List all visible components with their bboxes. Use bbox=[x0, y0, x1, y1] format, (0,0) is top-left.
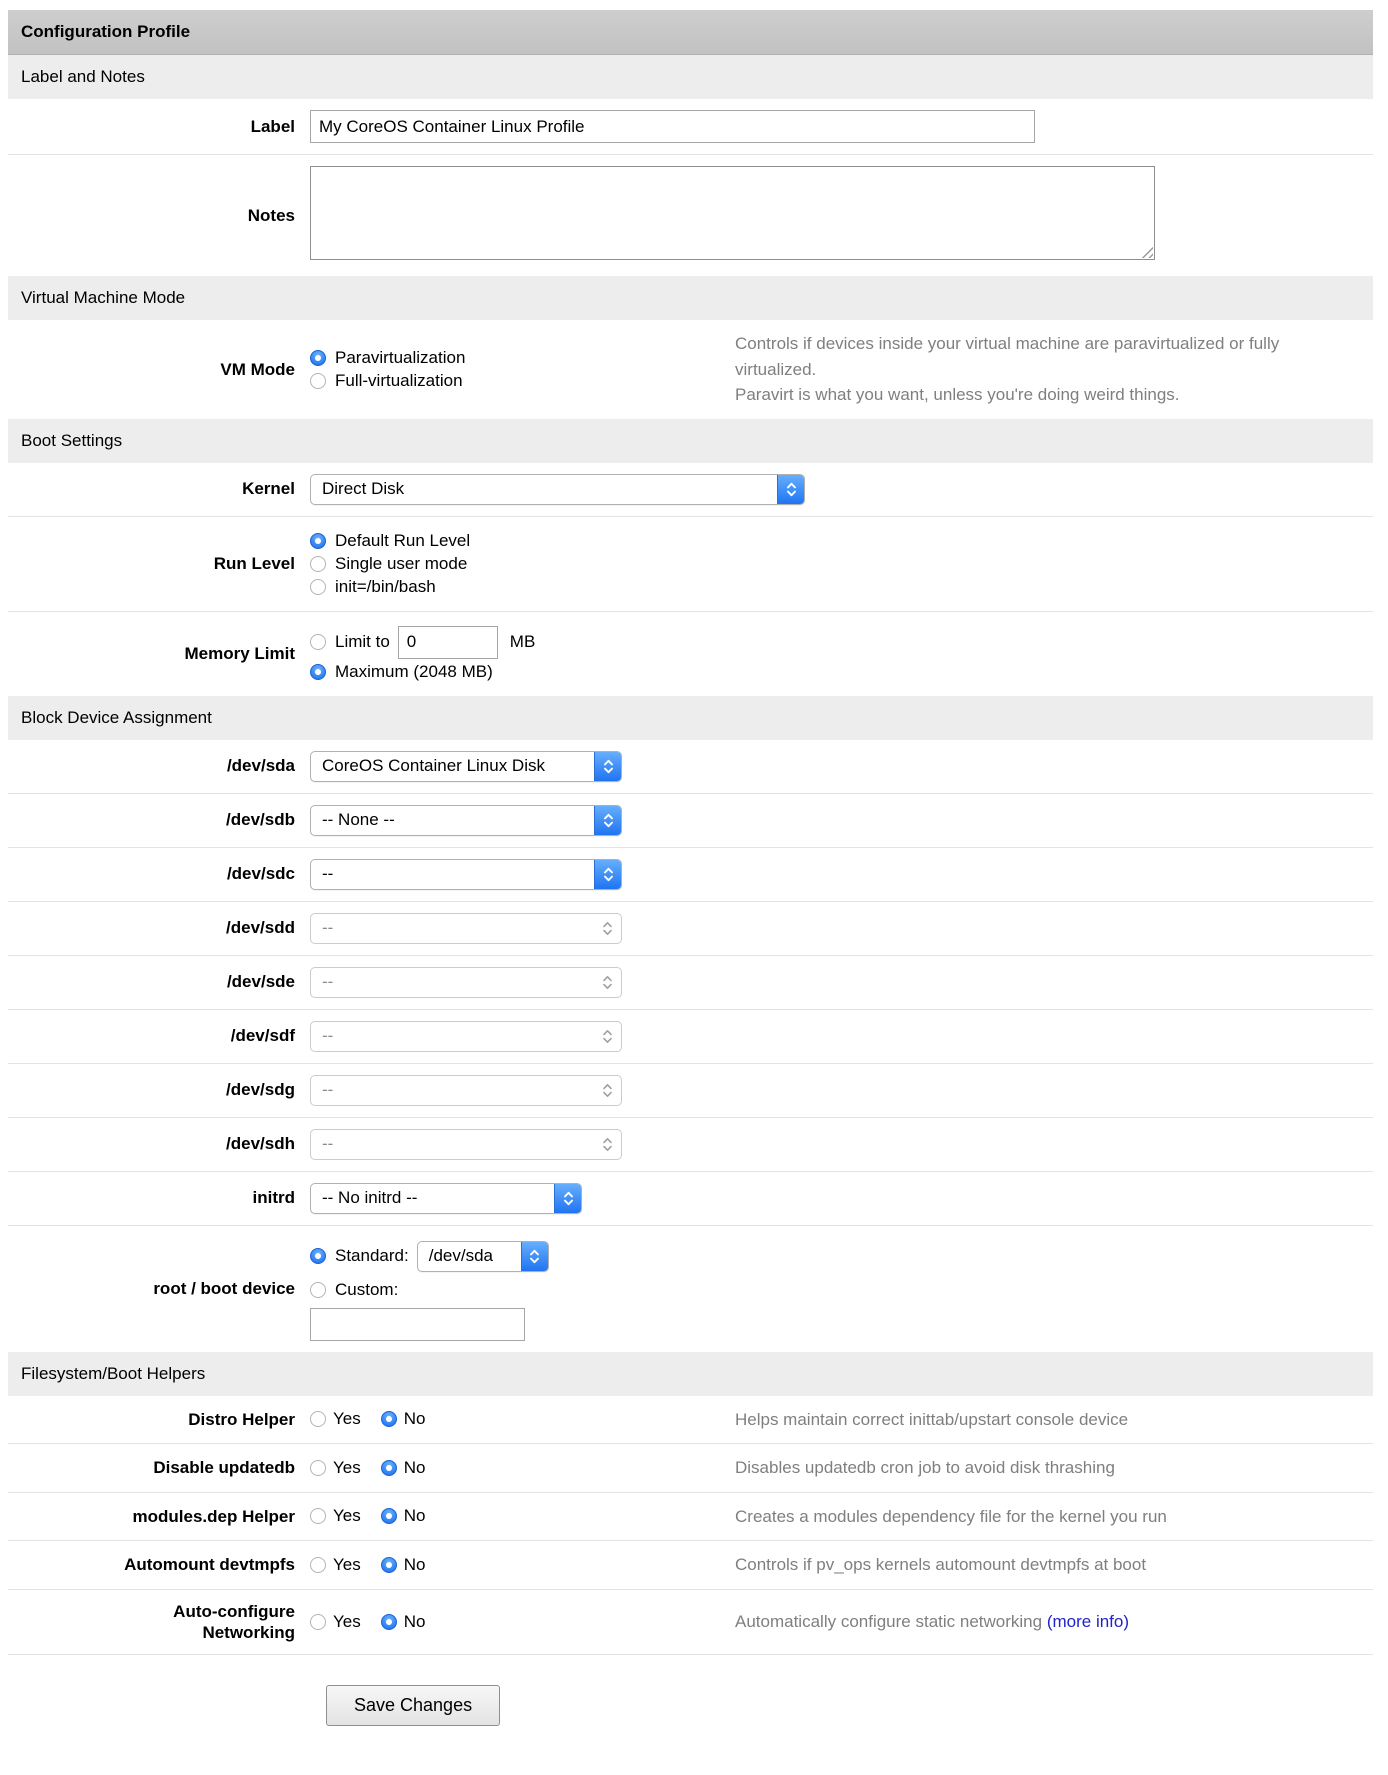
helper-help-text bbox=[735, 1609, 1373, 1635]
label-row bbox=[8, 99, 1373, 154]
select-value: -- None -- bbox=[322, 810, 395, 829]
vm-mode-help-text bbox=[735, 331, 1373, 408]
radio-no-selected-icon[interactable] bbox=[381, 1411, 397, 1427]
root-device-select[interactable] bbox=[417, 1241, 549, 1272]
radio-yes-unselected-icon[interactable] bbox=[310, 1460, 326, 1476]
device-sdg-select[interactable] bbox=[310, 1075, 622, 1106]
helper-label bbox=[8, 1601, 310, 1644]
select-arrows-icon bbox=[594, 1130, 621, 1159]
panel-title: Configuration Profile bbox=[8, 10, 1373, 55]
block-device-rows bbox=[8, 740, 1373, 1352]
run-level-option-default[interactable] bbox=[310, 531, 1373, 551]
run-level-row bbox=[8, 516, 1373, 611]
helper-row-automount-devtmpfs bbox=[8, 1540, 1373, 1589]
section-virtual-machine-mode: Virtual Machine Mode bbox=[8, 276, 1373, 320]
save-area bbox=[8, 1655, 1373, 1760]
device-sda-select[interactable] bbox=[310, 751, 622, 782]
radio-option-label: Custom: bbox=[335, 1279, 399, 1299]
device-label: /dev/sda bbox=[226, 756, 295, 776]
vm-mode-row bbox=[8, 320, 1373, 419]
helper-help-text: Creates a modules dependency file for the kernel you run bbox=[735, 1506, 1167, 1526]
device-row-sdh bbox=[8, 1117, 1373, 1171]
radio-no-selected-icon[interactable] bbox=[381, 1614, 397, 1630]
select-value: /dev/sda bbox=[428, 1246, 493, 1265]
radio-selected-icon[interactable] bbox=[310, 664, 326, 680]
helper-help-text: Controls if pv_ops kernels automount devtmpfs at boot bbox=[735, 1555, 1147, 1574]
radio-yes-unselected-icon[interactable] bbox=[310, 1614, 326, 1630]
select-value: Direct Disk bbox=[322, 479, 405, 498]
initrd-row bbox=[8, 1171, 1373, 1225]
device-row-sda bbox=[8, 740, 1373, 793]
radio-unselected-icon[interactable] bbox=[310, 373, 326, 389]
helpers-rows bbox=[8, 1396, 1373, 1656]
save-changes-button[interactable]: Save Changes bbox=[326, 1685, 500, 1726]
initrd-select[interactable] bbox=[310, 1183, 582, 1214]
select-arrows-icon bbox=[594, 1022, 621, 1051]
device-row-sdb bbox=[8, 793, 1373, 847]
radio-option-label: Single user mode bbox=[335, 553, 468, 573]
helper-label: Disable updatedb bbox=[153, 1458, 295, 1478]
device-sdh-select[interactable] bbox=[310, 1129, 622, 1160]
memory-limit-input[interactable] bbox=[398, 626, 498, 659]
yes-label: Yes bbox=[333, 1611, 361, 1631]
radio-selected-icon[interactable] bbox=[310, 350, 326, 366]
radio-option-label: init=/bin/bash bbox=[335, 576, 436, 596]
root-boot-option-standard[interactable] bbox=[310, 1241, 1373, 1272]
memory-unit-label: MB bbox=[509, 632, 536, 651]
helper-row-distro bbox=[8, 1396, 1373, 1444]
device-label: /dev/sde bbox=[226, 972, 295, 992]
memory-limit-row bbox=[8, 611, 1373, 696]
device-row-sdd bbox=[8, 901, 1373, 955]
select-value: -- bbox=[322, 1080, 334, 1099]
radio-option-label: Default Run Level bbox=[335, 530, 471, 550]
initrd-label: initrd bbox=[252, 1188, 295, 1208]
select-arrows-icon bbox=[554, 1184, 581, 1213]
helper-label: Automount devtmpfs bbox=[124, 1555, 295, 1575]
yes-label: Yes bbox=[333, 1506, 361, 1526]
help-line: Paravirt is what you want, unless you're doing weird things. bbox=[735, 385, 1180, 404]
radio-option-label: Standard: bbox=[335, 1246, 409, 1265]
no-label: No bbox=[403, 1457, 426, 1477]
device-label: /dev/sdc bbox=[226, 864, 295, 884]
helper-label: modules.dep Helper bbox=[132, 1506, 295, 1526]
run-level-option-init-bash[interactable] bbox=[310, 577, 1373, 597]
radio-no-selected-icon[interactable] bbox=[381, 1508, 397, 1524]
select-value: -- bbox=[322, 1026, 334, 1045]
label-field-label: Label bbox=[250, 116, 295, 136]
device-label: /dev/sdg bbox=[226, 1080, 295, 1100]
helper-help-text: Disables updatedb cron job to avoid disk thrashing bbox=[735, 1458, 1115, 1477]
device-sdc-select[interactable] bbox=[310, 859, 622, 890]
section-boot-settings: Boot Settings bbox=[8, 419, 1373, 463]
helper-row-auto-configure-networking bbox=[8, 1589, 1373, 1656]
select-arrows-icon bbox=[594, 806, 621, 835]
select-arrows-icon bbox=[777, 475, 804, 504]
select-value: CoreOS Container Linux Disk bbox=[322, 756, 545, 775]
device-row-sde bbox=[8, 955, 1373, 1009]
notes-field-label: Notes bbox=[247, 205, 295, 225]
kernel-select[interactable] bbox=[310, 474, 805, 505]
helper-help-text: Helps maintain correct inittab/upstart console device bbox=[735, 1409, 1129, 1429]
kernel-row bbox=[8, 463, 1373, 516]
memory-limit-option-maximum[interactable] bbox=[310, 662, 1373, 682]
custom-root-device-input[interactable] bbox=[310, 1308, 525, 1341]
device-label: /dev/sdd bbox=[226, 918, 295, 938]
root-boot-device-row bbox=[8, 1225, 1373, 1352]
vm-mode-label: VM Mode bbox=[220, 359, 295, 379]
select-arrows-icon bbox=[594, 914, 621, 943]
device-label: /dev/sdf bbox=[230, 1026, 295, 1046]
select-value: -- bbox=[322, 918, 334, 937]
radio-unselected-icon[interactable] bbox=[310, 634, 326, 650]
device-sdd-select[interactable] bbox=[310, 913, 622, 944]
helper-row-modules-dep bbox=[8, 1492, 1373, 1541]
select-arrows-icon bbox=[521, 1242, 548, 1271]
radio-yes-unselected-icon[interactable] bbox=[310, 1508, 326, 1524]
radio-no-selected-icon[interactable] bbox=[381, 1557, 397, 1573]
select-arrows-icon bbox=[594, 968, 621, 997]
radio-option-label: Full-virtualization bbox=[335, 370, 463, 390]
helper-label-text: Auto-configure Networking bbox=[173, 1601, 295, 1642]
notes-textarea[interactable] bbox=[310, 166, 1155, 260]
help-line: Controls if devices inside your virtual machine are paravirtualized or fully virtualized. bbox=[735, 334, 1280, 379]
notes-row bbox=[8, 154, 1373, 276]
select-value: -- bbox=[322, 972, 334, 991]
configuration-profile-panel bbox=[8, 10, 1373, 1760]
radio-unselected-icon[interactable] bbox=[310, 579, 326, 595]
radio-selected-icon[interactable] bbox=[310, 1248, 326, 1264]
kernel-label: Kernel bbox=[242, 479, 295, 499]
radio-no-selected-icon[interactable] bbox=[381, 1460, 397, 1476]
root-boot-device-label: root / boot device bbox=[153, 1278, 295, 1298]
section-filesystem-boot-helpers: Filesystem/Boot Helpers bbox=[8, 1352, 1373, 1396]
select-value: -- bbox=[322, 864, 334, 883]
run-level-option-single-user[interactable] bbox=[310, 554, 1373, 574]
select-value: -- No initrd -- bbox=[322, 1188, 418, 1207]
radio-option-label: Paravirtualization bbox=[335, 347, 466, 367]
section-block-device-assignment: Block Device Assignment bbox=[8, 696, 1373, 740]
device-sdb-select[interactable] bbox=[310, 805, 622, 836]
select-arrows-icon bbox=[594, 1076, 621, 1105]
vm-mode-option-paravirtualization[interactable] bbox=[310, 348, 735, 368]
radio-unselected-icon[interactable] bbox=[310, 1282, 326, 1298]
label-input[interactable] bbox=[310, 110, 1035, 143]
label-notes-rows bbox=[8, 99, 1373, 276]
radio-selected-icon[interactable] bbox=[310, 533, 326, 549]
yes-label: Yes bbox=[333, 1554, 361, 1574]
yes-label: Yes bbox=[333, 1409, 361, 1429]
vm-mode-rows bbox=[8, 320, 1373, 419]
device-sde-select[interactable] bbox=[310, 967, 622, 998]
device-label: /dev/sdh bbox=[226, 1134, 295, 1154]
section-label-and-notes: Label and Notes bbox=[8, 55, 1373, 99]
no-label: No bbox=[403, 1554, 426, 1574]
boot-settings-rows bbox=[8, 463, 1373, 696]
select-arrows-icon bbox=[594, 860, 621, 889]
select-arrows-icon bbox=[594, 752, 621, 781]
no-label: No bbox=[403, 1611, 426, 1631]
radio-unselected-icon[interactable] bbox=[310, 556, 326, 572]
memory-limit-label: Memory Limit bbox=[184, 643, 295, 663]
helper-label: Distro Helper bbox=[188, 1409, 295, 1429]
root-boot-option-custom[interactable] bbox=[310, 1280, 1373, 1300]
radio-yes-unselected-icon[interactable] bbox=[310, 1557, 326, 1573]
device-row-sdc bbox=[8, 847, 1373, 901]
device-label: /dev/sdb bbox=[226, 810, 295, 830]
device-sdf-select[interactable] bbox=[310, 1021, 622, 1052]
more-info-link[interactable]: (more info) bbox=[1046, 1612, 1130, 1631]
yes-label: Yes bbox=[333, 1457, 361, 1477]
no-label: No bbox=[403, 1506, 426, 1526]
device-row-sdg bbox=[8, 1063, 1373, 1117]
vm-mode-option-full-virtualization[interactable] bbox=[310, 371, 735, 391]
device-row-sdf bbox=[8, 1009, 1373, 1063]
select-value: -- bbox=[322, 1134, 334, 1153]
helper-row-updatedb bbox=[8, 1443, 1373, 1492]
run-level-label: Run Level bbox=[213, 553, 295, 573]
no-label: No bbox=[403, 1409, 426, 1429]
memory-limit-option-limit[interactable] bbox=[310, 626, 1373, 659]
radio-option-label: Limit to bbox=[335, 632, 390, 651]
radio-option-label: Maximum (2048 MB) bbox=[335, 661, 493, 681]
radio-yes-unselected-icon[interactable] bbox=[310, 1411, 326, 1427]
help-text: Automatically configure static networking bbox=[735, 1612, 1043, 1631]
